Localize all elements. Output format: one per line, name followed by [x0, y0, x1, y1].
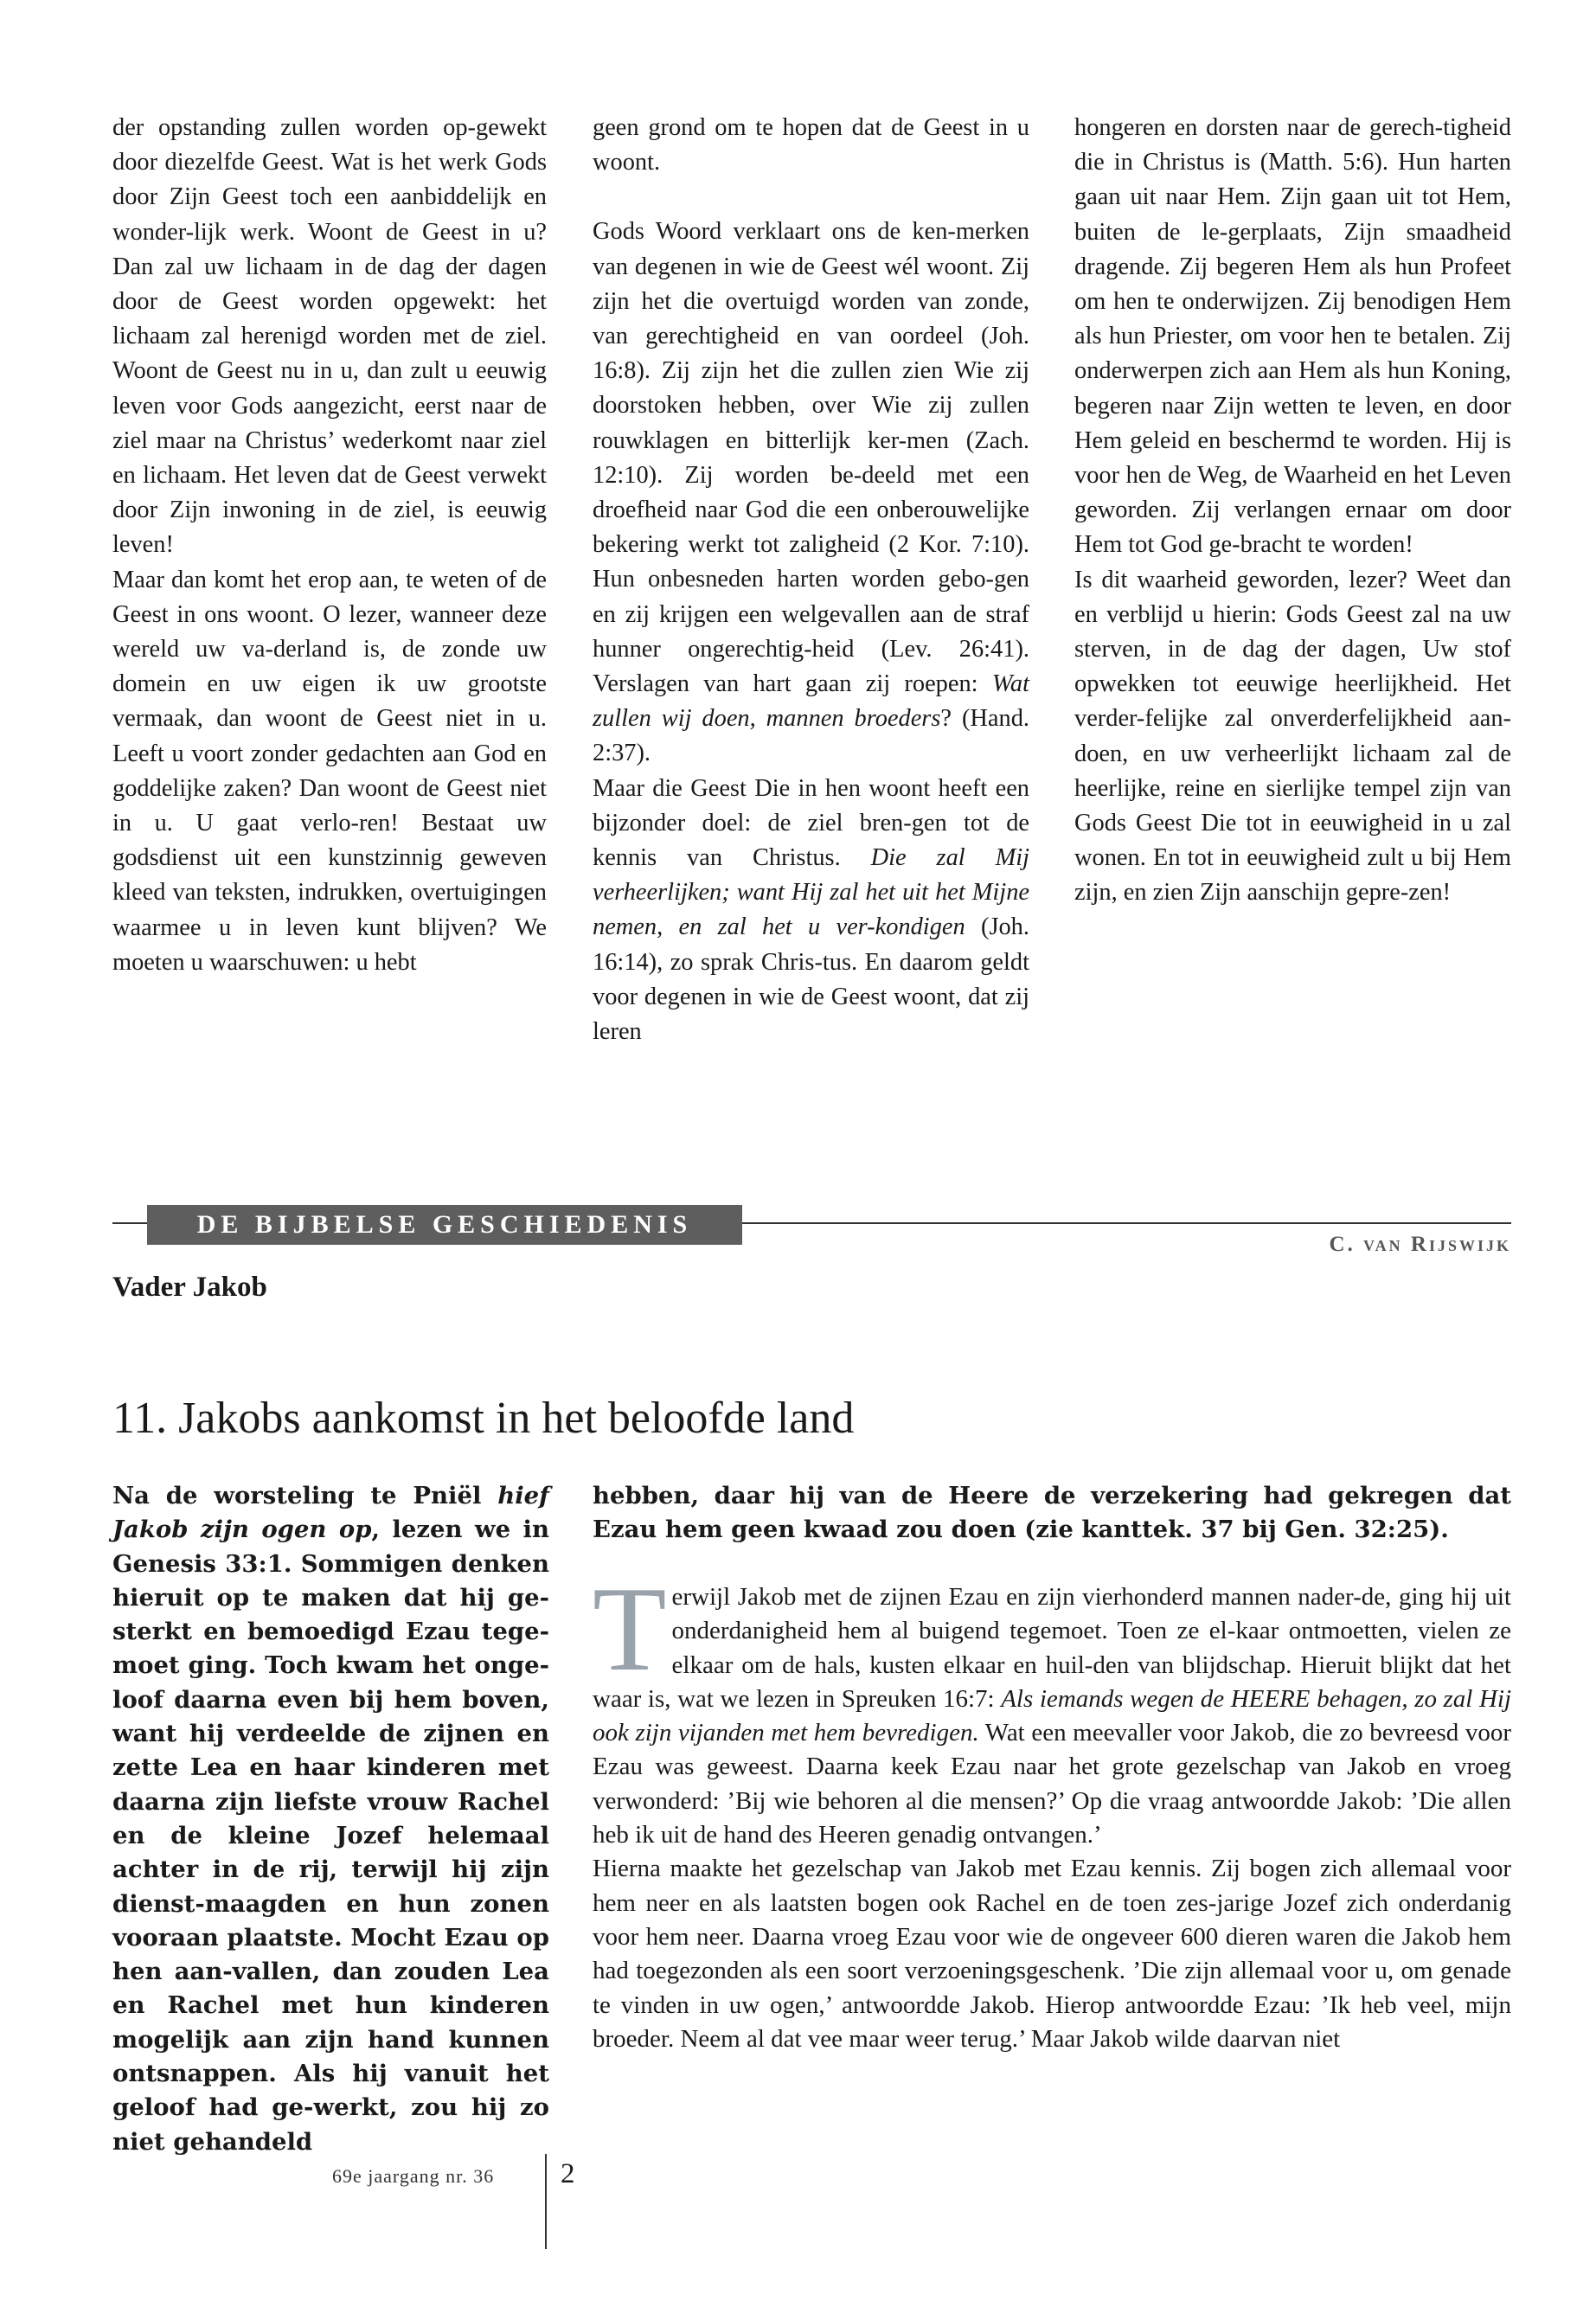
text-run: erwijl Jakob met de zijnen Ezau en zijn vierhonderd mannen nader-de, ging hij uit onderdanigheid hem al buigend tegemoet. Toen ze el-kaar ontmoetten, vielen ze elkaar om de hals, kusten elkaar en huil-den van blijdschap. Hieruit blijkt dat het waar is, wat we lezen in Spreuken 16:7: — [593, 1583, 1511, 1713]
author-byline: C. van Rijswijk — [1329, 1233, 1511, 1256]
text-run: Maar die Geest Die in hen woont heeft een bijzonder doel: de ziel bren-gen tot de kennis van Christus. — [593, 774, 1029, 872]
text-run: Gods Woord verklaart ons de ken-merken van degenen in wie de Geest wél woont. Zij zijn het die overtuigd worden van zonde, van gerechtigheid en van oordeel (Joh. 16:8). Zij zijn het die zullen zien Wie zij doorstoken hebben, over Wie zij zullen rouwklagen en bitterlijk ker-men (Zach. 12:10). Zij worden be-deeld met een droefheid naar God die een onberouwelijke bekering werkt tot zaligheid (2 Kor. 7:10). Hun onbesneden harten worden gebo-gen en zij krijgen een welgevallen aan de straf hunner ongerechtig-heid (Lev. 26:41). Verslagen van hart gaan zij roepen: — [593, 218, 1029, 698]
issue-info: 69e jaargang nr. 36 — [332, 2165, 495, 2187]
quote: Wat zullen wij doen, mannen broeders — [593, 670, 1029, 733]
text-run: Wat een meevaller voor Jakob, die zo bevreesd voor Ezau was geweest. Daarna keek Ezau naar het grote gezelschap van Jakob en vroeg verwonderd: ’Bij wie behoren al die mensen?’ Op die vraag antwoordde Jakob: ’Die allen heb ik uit de hand des Heeren genadig ontvangen.’ — [593, 1719, 1511, 1849]
text-run: , lezen we in Genesis 33:1. Sommigen denken hieruit op te maken dat hij ge-sterkt en bemoedigd Ezau tege-moet ging. Toch kwam het onge-loof daarna even bij hem boven, want hij verdeelde de zijnen en zette Lea en haar kinderen met daarna zijn liefste vrouw Rachel en de kleine Jozef helemaal achter in de rij, terwijl hij zijn dienst-maagden en hun zonen vooraan plaatste. Mocht Ezau op hen aan-vallen, dan zouden Lea en Rachel met hun kinderen mogelijk aan zijn hand kunnen ontsnappen. Als hij vanuit het geloof had ge-werkt, zou hij zo niet gehandeld — [112, 1516, 549, 2156]
drop-cap: T — [593, 1562, 667, 1696]
article-intro — [112, 1479, 549, 2159]
series-title: Vader Jakob — [112, 1272, 267, 1303]
paragraph: Hierna maakte het gezelschap van Jakob met Ezau kennis. Zij bogen zich allemaal voor hem neer en als laatsten bogen ook Rachel en de toen zes-jarige Jozef zich onderdanig voor hem neer. Daarna vroeg Ezau voor wie de ongeveer 600 dieren waren die Jakob hem had toegezonden als een soort verzoeningsgeschenk. ’Die zijn allemaal voor u, om genade te vinden in uw ogen,’ antwoordde Jakob. Hierop antwoordde Ezau: ’Ik heb veel, mijn broeder. Neem al dat vee maar weer terug.’ Maar Jakob wilde daarvan niet — [593, 1855, 1511, 2053]
article-title: 11. Jakobs aankomst in het beloofde land — [112, 1393, 855, 1443]
text-run: ? (Hand. 2:37). — [593, 705, 1030, 767]
footer-divider — [545, 2154, 547, 2249]
paragraph — [593, 215, 1029, 771]
page-number: 2 — [561, 2158, 575, 2189]
column-2 — [593, 111, 1029, 1049]
paragraph: Maar dan komt het erop aan, te weten of de Geest in ons woont. O lezer, wanneer deze wereld uw va-derland is, de zonde uw domein en uw eigen ik uw grootste vermaak, dan woont de Geest niet in u. Leeft u voort zonder gedachten aan God en goddelijke zaken? Dan woont de Geest niet in u. U gaat verlo-ren! Bestaat uw godsdienst uit een kunstzinnig geweven kleed van teksten, indrukken, overtuigingen waarmee u in leven kunt blijven? We moeten u waarschuwen: u hebt — [112, 566, 547, 976]
paragraph: hongeren en dorsten naar de gerech-tigheid die in Christus is (Matth. 5:6). Hun harten gaan uit naar Hem. Zijn gaan uit tot Hem, buiten de le-gerplaats, Zijn smaadheid dragende. Zij begeren Hem als hun Profeet om hen te onderwijzen. Zij benodigen Hem als hun Priester, om voor hen te betalen. Zij onderwerpen zich aan Hem als hun Koning, begeren naar Zijn wetten te leven, en door Hem geleid en beschermd te worden. Hij is voor hen de Weg, de Waarheid en het Leven geworden. Zij verlangen ernaar om door Hem tot God ge-bracht te worden! — [1074, 114, 1511, 559]
paragraph: Is dit waarheid geworden, lezer? Weet dan en verblijd u hierin: Gods Geest zal na uw sterven, in de dag der dagen, Uw stof opwekken tot eeuwige heerlijkheid. Het verder-felijke zal onverderfelijkheid aan-doen, en uw verheerlijkt lichaam zal de heerlijke, reine en sierlijke tempel zijn van Gods Geest Die tot in eeuwigheid in u zal wonen. En tot in eeuwigheid zult u bij Hem zijn, en zien Zijn aanschijn gepre-zen! — [1074, 566, 1511, 907]
column-1 — [112, 111, 547, 980]
quote: Als iemands wegen de HEERE behagen, zo zal Hij ook zijn vijanden met hem bevredigen. — [593, 1684, 1512, 1747]
paragraph — [593, 772, 1029, 1050]
column-3 — [1074, 111, 1511, 911]
paragraph — [593, 1562, 1512, 1852]
paragraph: geen grond om te hopen dat de Geest in u woont. — [593, 114, 1029, 176]
text-run: (Joh. 16:14), zo sprak Chris-tus. En daarom geldt voor degenen in wie de Geest woont, dat zij leren — [593, 913, 1029, 1046]
article-body — [593, 1562, 1512, 2056]
paragraph: der opstanding zullen worden op-gewekt door diezelfde Geest. Wat is het werk Gods door Zijn Geest toch een aanbiddelijk en wonder-lijk werk. Woont de Geest in u? Dan zal uw lichaam in de dag der dagen door de Geest worden opgewekt: het lichaam zal herenigd worden met de ziel. Woont de Geest nu in u, dan zult u eeuwig leven voor Gods aangezicht, eerst naar de ziel maar na Christus’ wederkomt naar ziel en lichaam. Het leven dat de Geest verwekt door Zijn inwoning in de ziel, is eeuwig leven! — [112, 114, 547, 559]
article-intro-continued: hebben, daar hij van de Heere de verzekering had gekregen dat Ezau hem geen kwaad zou doen (zie kanttek. 37 bij Gen. 32:25). — [593, 1482, 1511, 1544]
section-label: DE BIJBELSE GESCHIEDENIS — [147, 1205, 742, 1245]
quote: Die zal Mij verheerlijken; want Hij zal het uit het Mijne nemen, en zal het u ver-kondigen — [593, 844, 1030, 941]
quote: hief Jakob zijn ogen op — [112, 1482, 549, 1544]
text-run: Na de worsteling te Pniël — [112, 1482, 482, 1509]
